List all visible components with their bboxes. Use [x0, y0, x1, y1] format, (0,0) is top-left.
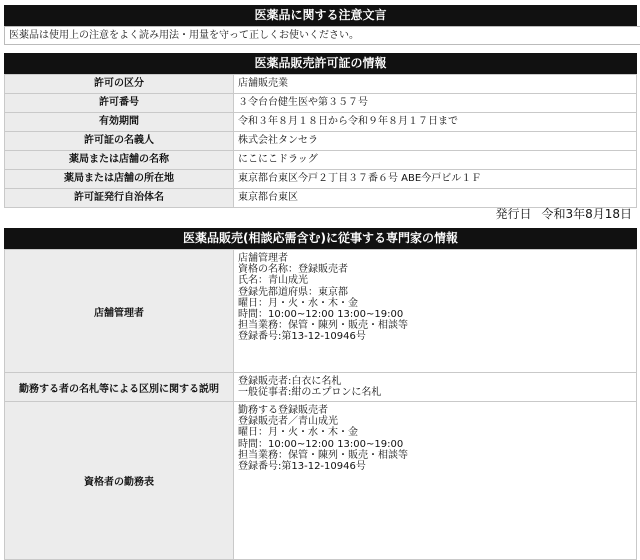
license-row-value: 東京都台東区今戸２丁目３７番６号 ABE今戸ビル１Ｆ — [234, 170, 637, 189]
expert-detail-line: 登録販売者／青山成光 — [238, 416, 338, 428]
license-row-label: 薬局または店舗の所在地 — [5, 170, 234, 189]
license-row — [5, 94, 637, 113]
issue-date: 令和3年8月18日 — [541, 207, 632, 221]
license-row — [5, 75, 637, 94]
expert-detail-line: 時間：10:00~12:00 13:00~19:00 — [238, 438, 404, 450]
license-table — [4, 74, 637, 208]
expert-detail-line: 登録番号:第13-12-10946号 — [238, 461, 366, 473]
license-row-label: 許可の区分 — [5, 75, 234, 94]
license-row-label: 有効期間 — [5, 113, 234, 132]
license-row-label: 許可証発行自治体名 — [5, 189, 234, 208]
expert-detail-line: 担当業務：保管・陳列・販売・相談等 — [238, 449, 408, 461]
license-row — [5, 170, 637, 189]
expert-detail-line: 勤務する登録販売者 — [238, 405, 328, 416]
license-row-value: 令和３年８月１８日から令和９年８月１７日まで — [234, 113, 637, 132]
license-title: 医薬品販売許可証の情報 — [4, 53, 637, 74]
license-row — [5, 151, 637, 170]
license-row-value: にこにこドラッグ — [234, 151, 637, 170]
license-row-value: 株式会社タンセラ — [234, 132, 637, 151]
expert-detail-line: 一般従事者:紺のエプロンに名札 — [238, 387, 382, 399]
expert-row — [5, 250, 637, 373]
expert-detail-line: 登録番号:第13-12-10946号 — [238, 331, 366, 343]
expert-row-label: 資格者の勤務表 — [5, 402, 234, 560]
issue-date-row — [485, 205, 632, 222]
license-row-label: 薬局または店舗の名称 — [5, 151, 234, 170]
expert-row-value — [234, 373, 637, 402]
expert-detail-line: 担当業務：保管・陳列・販売・相談等 — [238, 320, 408, 332]
issue-label: 発行日 — [495, 207, 532, 221]
notice-text: 医薬品は使用上の注意をよく読み用法・用量を守って正しくお使いください。 — [4, 26, 640, 45]
license-row-value: 東京都台東区 — [234, 189, 637, 208]
expert-detail-line: 登録販売者:白衣に名札 — [238, 376, 342, 387]
expert-detail-line: 曜日：月・火・水・木・金 — [238, 297, 358, 309]
expert-detail-line: 曜日：月・火・水・木・金 — [238, 427, 358, 439]
experts-title: 医薬品販売(相談応需含む)に従事する専門家の情報 — [4, 228, 637, 249]
license-row — [5, 113, 637, 132]
experts-table — [4, 249, 637, 560]
expert-detail-line: 氏名：青山成光 — [238, 275, 308, 287]
license-row-value: ３令台台健生医や第３５７号 — [234, 94, 637, 113]
notice-title: 医薬品に関する注意文言 — [4, 5, 637, 26]
expert-row-label: 店舗管理者 — [5, 250, 234, 373]
expert-detail-line: 資格の名称：登録販売者 — [238, 264, 348, 276]
license-row — [5, 132, 637, 151]
license-row-label: 許可証の名義人 — [5, 132, 234, 151]
expert-detail-line: 時間：10:00~12:00 13:00~19:00 — [238, 309, 404, 321]
expert-row — [5, 373, 637, 402]
license-row-label: 許可番号 — [5, 94, 234, 113]
expert-row-value — [234, 250, 637, 373]
expert-detail-line: 登録先都道府県：東京都 — [238, 286, 348, 298]
expert-row-label: 勤務する者の名札等による区別に関する説明 — [5, 373, 234, 402]
license-row-value: 店舗販売業 — [234, 75, 637, 94]
expert-detail-line: 店舗管理者 — [238, 253, 288, 264]
